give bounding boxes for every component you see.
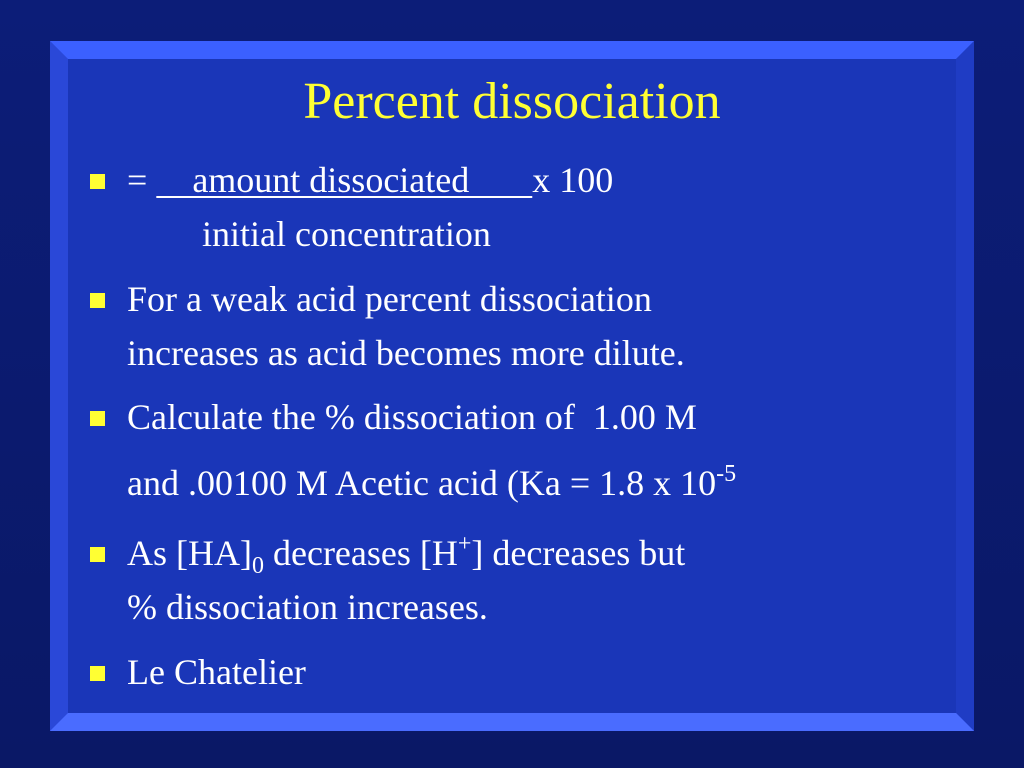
initial-subscript: 0 xyxy=(251,553,264,579)
bullet-text xyxy=(127,390,736,510)
charge-superscript: + xyxy=(457,531,472,557)
ka-exponent: -5 xyxy=(716,461,737,487)
formula-numerator: amount dissociated xyxy=(156,160,533,200)
bullet-line: Calculate the % dissociation of 1.00 M xyxy=(127,397,697,437)
slide-title: Percent dissociation xyxy=(303,73,721,130)
text-segment: ] decreases but xyxy=(471,533,686,573)
bullet-square-icon xyxy=(90,293,105,308)
formula-multiplier: x 100 xyxy=(532,160,614,200)
bullet-square-icon xyxy=(90,547,105,562)
bullet-line: For a weak acid percent dissociation xyxy=(127,279,652,319)
bullet-line: increases as acid becomes more dilute. xyxy=(127,333,685,373)
bullet-line: Le Chatelier xyxy=(127,652,306,692)
bullet-line xyxy=(127,444,736,510)
bullet-text xyxy=(127,526,685,634)
bullet-square-icon xyxy=(90,174,105,189)
acetic-acid-text: and .00100 M Acetic acid (Ka = 1.8 x 10 xyxy=(127,463,717,503)
bullet-square-icon xyxy=(90,411,105,426)
bullet-text xyxy=(127,272,685,380)
text-segment: decreases [H xyxy=(263,533,458,573)
bullet-text xyxy=(127,645,306,699)
bullet-text xyxy=(127,153,613,261)
bullet-line: % dissociation increases. xyxy=(127,587,488,627)
formula-equals: = xyxy=(127,160,157,200)
formula-denominator: initial concentration xyxy=(202,214,491,254)
bullet-square-icon xyxy=(90,666,105,681)
bullet-line xyxy=(127,526,685,580)
formula-numerator-line xyxy=(127,153,613,207)
text-segment: As [HA] xyxy=(127,533,252,573)
